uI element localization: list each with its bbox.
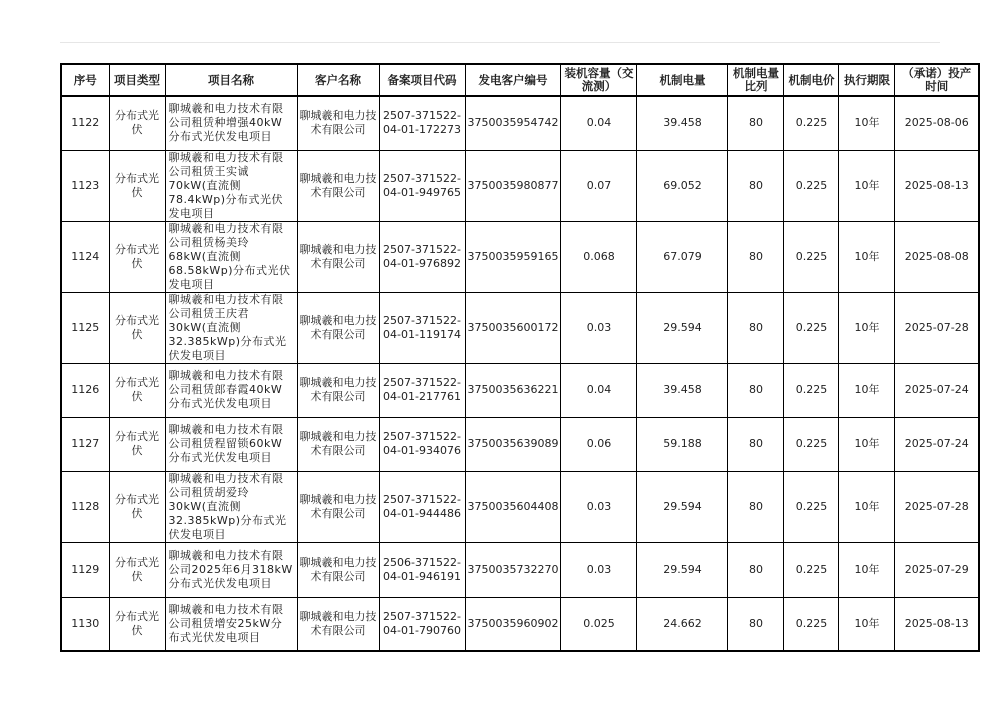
term-cell: 10年 (839, 150, 895, 221)
capacity-cell: 0.07 (561, 150, 637, 221)
commission-date-cell: 2025-08-13 (895, 150, 979, 221)
customer-name-cell: 聊城羲和电力技术有限公司 (297, 150, 379, 221)
project-type-cell: 分布式光伏 (109, 417, 165, 471)
term-cell: 10年 (839, 221, 895, 292)
filing-code-cell: 2507-371522-04-01-949765 (379, 150, 465, 221)
term-cell: 10年 (839, 417, 895, 471)
customer-name-cell: 聊城羲和电力技术有限公司 (297, 542, 379, 597)
header-cell: 发电客户编号 (465, 64, 561, 96)
project-type-cell: 分布式光伏 (109, 150, 165, 221)
commission-date-cell: 2025-08-13 (895, 597, 979, 651)
header-cell: （承诺）投产时间 (895, 64, 979, 96)
mechanism-price-cell: 0.225 (784, 150, 839, 221)
project-type-cell: 分布式光伏 (109, 96, 165, 150)
project-type-cell: 分布式光伏 (109, 471, 165, 542)
term-cell: 10年 (839, 292, 895, 363)
filing-code-cell: 2507-371522-04-01-976892 (379, 221, 465, 292)
capacity-cell: 0.06 (561, 417, 637, 471)
term-cell: 10年 (839, 597, 895, 651)
mechanism-energy-cell: 29.594 (637, 471, 728, 542)
project-type-cell: 分布式光伏 (109, 363, 165, 417)
project-name-cell: 聊城羲和电力技术有限公司租赁王实诚70kW(直流侧78.4kWp)分布式光伏发电项目 (165, 150, 297, 221)
energy-ratio-cell: 80 (728, 292, 784, 363)
mechanism-energy-cell: 29.594 (637, 542, 728, 597)
mechanism-price-cell: 0.225 (784, 471, 839, 542)
row-number-cell: 1126 (61, 363, 109, 417)
header-cell: 机制电量 (637, 64, 728, 96)
row-number-cell: 1124 (61, 221, 109, 292)
customer-account-cell: 3750035604408 (465, 471, 561, 542)
commission-date-cell: 2025-07-28 (895, 292, 979, 363)
commission-date-cell: 2025-07-24 (895, 417, 979, 471)
project-name-cell: 聊城羲和电力技术有限公司租赁胡爱玲30kW(直流侧32.385kWp)分布式光伏发电项目 (165, 471, 297, 542)
table-row (61, 597, 979, 651)
header-cell: 客户名称 (297, 64, 379, 96)
row-number-cell: 1125 (61, 292, 109, 363)
filing-code-cell: 2506-371522-04-01-946191 (379, 542, 465, 597)
customer-account-cell: 3750035959165 (465, 221, 561, 292)
mechanism-price-cell: 0.225 (784, 417, 839, 471)
mechanism-price-cell: 0.225 (784, 292, 839, 363)
customer-account-cell: 3750035639089 (465, 417, 561, 471)
header-cell: 执行期限 (839, 64, 895, 96)
header-cell: 装机容量（交流测） (561, 64, 637, 96)
filing-code-cell: 2507-371522-04-01-934076 (379, 417, 465, 471)
term-cell: 10年 (839, 96, 895, 150)
energy-ratio-cell: 80 (728, 150, 784, 221)
energy-ratio-cell: 80 (728, 597, 784, 651)
header-cell: 项目名称 (165, 64, 297, 96)
customer-account-cell: 3750035954742 (465, 96, 561, 150)
energy-ratio-cell: 80 (728, 96, 784, 150)
commission-date-cell: 2025-07-24 (895, 363, 979, 417)
row-number-cell: 1123 (61, 150, 109, 221)
mechanism-energy-cell: 59.188 (637, 417, 728, 471)
customer-name-cell: 聊城羲和电力技术有限公司 (297, 597, 379, 651)
header-cell: 备案项目代码 (379, 64, 465, 96)
capacity-cell: 0.03 (561, 292, 637, 363)
mechanism-energy-cell: 67.079 (637, 221, 728, 292)
filing-code-cell: 2507-371522-04-01-172273 (379, 96, 465, 150)
table-row (61, 417, 979, 471)
term-cell: 10年 (839, 542, 895, 597)
project-name-cell: 聊城羲和电力技术有限公司租赁王庆君30kW(直流侧32.385kWp)分布式光伏发电项目 (165, 292, 297, 363)
filing-code-cell: 2507-371522-04-01-944486 (379, 471, 465, 542)
mechanism-price-cell: 0.225 (784, 221, 839, 292)
table-row (61, 150, 979, 221)
customer-name-cell: 聊城羲和电力技术有限公司 (297, 221, 379, 292)
filing-code-cell: 2507-371522-04-01-119174 (379, 292, 465, 363)
customer-name-cell: 聊城羲和电力技术有限公司 (297, 292, 379, 363)
mechanism-energy-cell: 39.458 (637, 96, 728, 150)
term-cell: 10年 (839, 471, 895, 542)
project-name-cell: 聊城羲和电力技术有限公司租赁增安25kW分布式光伏发电项目 (165, 597, 297, 651)
mechanism-energy-cell: 39.458 (637, 363, 728, 417)
header-cell: 机制电量比列 (728, 64, 784, 96)
project-type-cell: 分布式光伏 (109, 597, 165, 651)
table-row (61, 96, 979, 150)
mechanism-energy-cell: 69.052 (637, 150, 728, 221)
table-row (61, 292, 979, 363)
project-name-cell: 聊城羲和电力技术有限公司租赁程留锁60kW分布式光伏发电项目 (165, 417, 297, 471)
row-number-cell: 1127 (61, 417, 109, 471)
header-cell: 序号 (61, 64, 109, 96)
energy-ratio-cell: 80 (728, 417, 784, 471)
commission-date-cell: 2025-08-08 (895, 221, 979, 292)
energy-ratio-cell: 80 (728, 363, 784, 417)
commission-date-cell: 2025-08-06 (895, 96, 979, 150)
mechanism-price-cell: 0.225 (784, 542, 839, 597)
customer-account-cell: 3750035636221 (465, 363, 561, 417)
row-number-cell: 1128 (61, 471, 109, 542)
project-name-cell: 聊城羲和电力技术有限公司2025年6月318kW分布式光伏发电项目 (165, 542, 297, 597)
capacity-cell: 0.04 (561, 363, 637, 417)
table-row (61, 471, 979, 542)
energy-ratio-cell: 80 (728, 542, 784, 597)
table-row (61, 363, 979, 417)
capacity-cell: 0.04 (561, 96, 637, 150)
commission-date-cell: 2025-07-29 (895, 542, 979, 597)
project-type-cell: 分布式光伏 (109, 221, 165, 292)
project-name-cell: 聊城羲和电力技术有限公司租赁种增强40kW分布式光伏发电项目 (165, 96, 297, 150)
table-row (61, 542, 979, 597)
customer-account-cell: 3750035600172 (465, 292, 561, 363)
capacity-cell: 0.025 (561, 597, 637, 651)
header-cell: 机制电价 (784, 64, 839, 96)
mechanism-energy-cell: 24.662 (637, 597, 728, 651)
customer-account-cell: 3750035732270 (465, 542, 561, 597)
project-type-cell: 分布式光伏 (109, 292, 165, 363)
project-name-cell: 聊城羲和电力技术有限公司租赁郎春霞40kW分布式光伏发电项目 (165, 363, 297, 417)
commission-date-cell: 2025-07-28 (895, 471, 979, 542)
capacity-cell: 0.068 (561, 221, 637, 292)
customer-name-cell: 聊城羲和电力技术有限公司 (297, 417, 379, 471)
header-cell: 项目类型 (109, 64, 165, 96)
page-rule (60, 42, 940, 43)
row-number-cell: 1130 (61, 597, 109, 651)
customer-account-cell: 3750035960902 (465, 597, 561, 651)
filing-code-cell: 2507-371522-04-01-790760 (379, 597, 465, 651)
project-table (60, 63, 980, 652)
customer-name-cell: 聊城羲和电力技术有限公司 (297, 363, 379, 417)
mechanism-price-cell: 0.225 (784, 597, 839, 651)
filing-code-cell: 2507-371522-04-01-217761 (379, 363, 465, 417)
term-cell: 10年 (839, 363, 895, 417)
energy-ratio-cell: 80 (728, 221, 784, 292)
header-row (61, 64, 979, 96)
energy-ratio-cell: 80 (728, 471, 784, 542)
row-number-cell: 1122 (61, 96, 109, 150)
capacity-cell: 0.03 (561, 542, 637, 597)
customer-account-cell: 3750035980877 (465, 150, 561, 221)
mechanism-price-cell: 0.225 (784, 96, 839, 150)
table-row (61, 221, 979, 292)
mechanism-energy-cell: 29.594 (637, 292, 728, 363)
customer-name-cell: 聊城羲和电力技术有限公司 (297, 96, 379, 150)
project-name-cell: 聊城羲和电力技术有限公司租赁杨美玲68kW(直流侧68.58kWp)分布式光伏发电项目 (165, 221, 297, 292)
mechanism-price-cell: 0.225 (784, 363, 839, 417)
customer-name-cell: 聊城羲和电力技术有限公司 (297, 471, 379, 542)
project-type-cell: 分布式光伏 (109, 542, 165, 597)
capacity-cell: 0.03 (561, 471, 637, 542)
row-number-cell: 1129 (61, 542, 109, 597)
